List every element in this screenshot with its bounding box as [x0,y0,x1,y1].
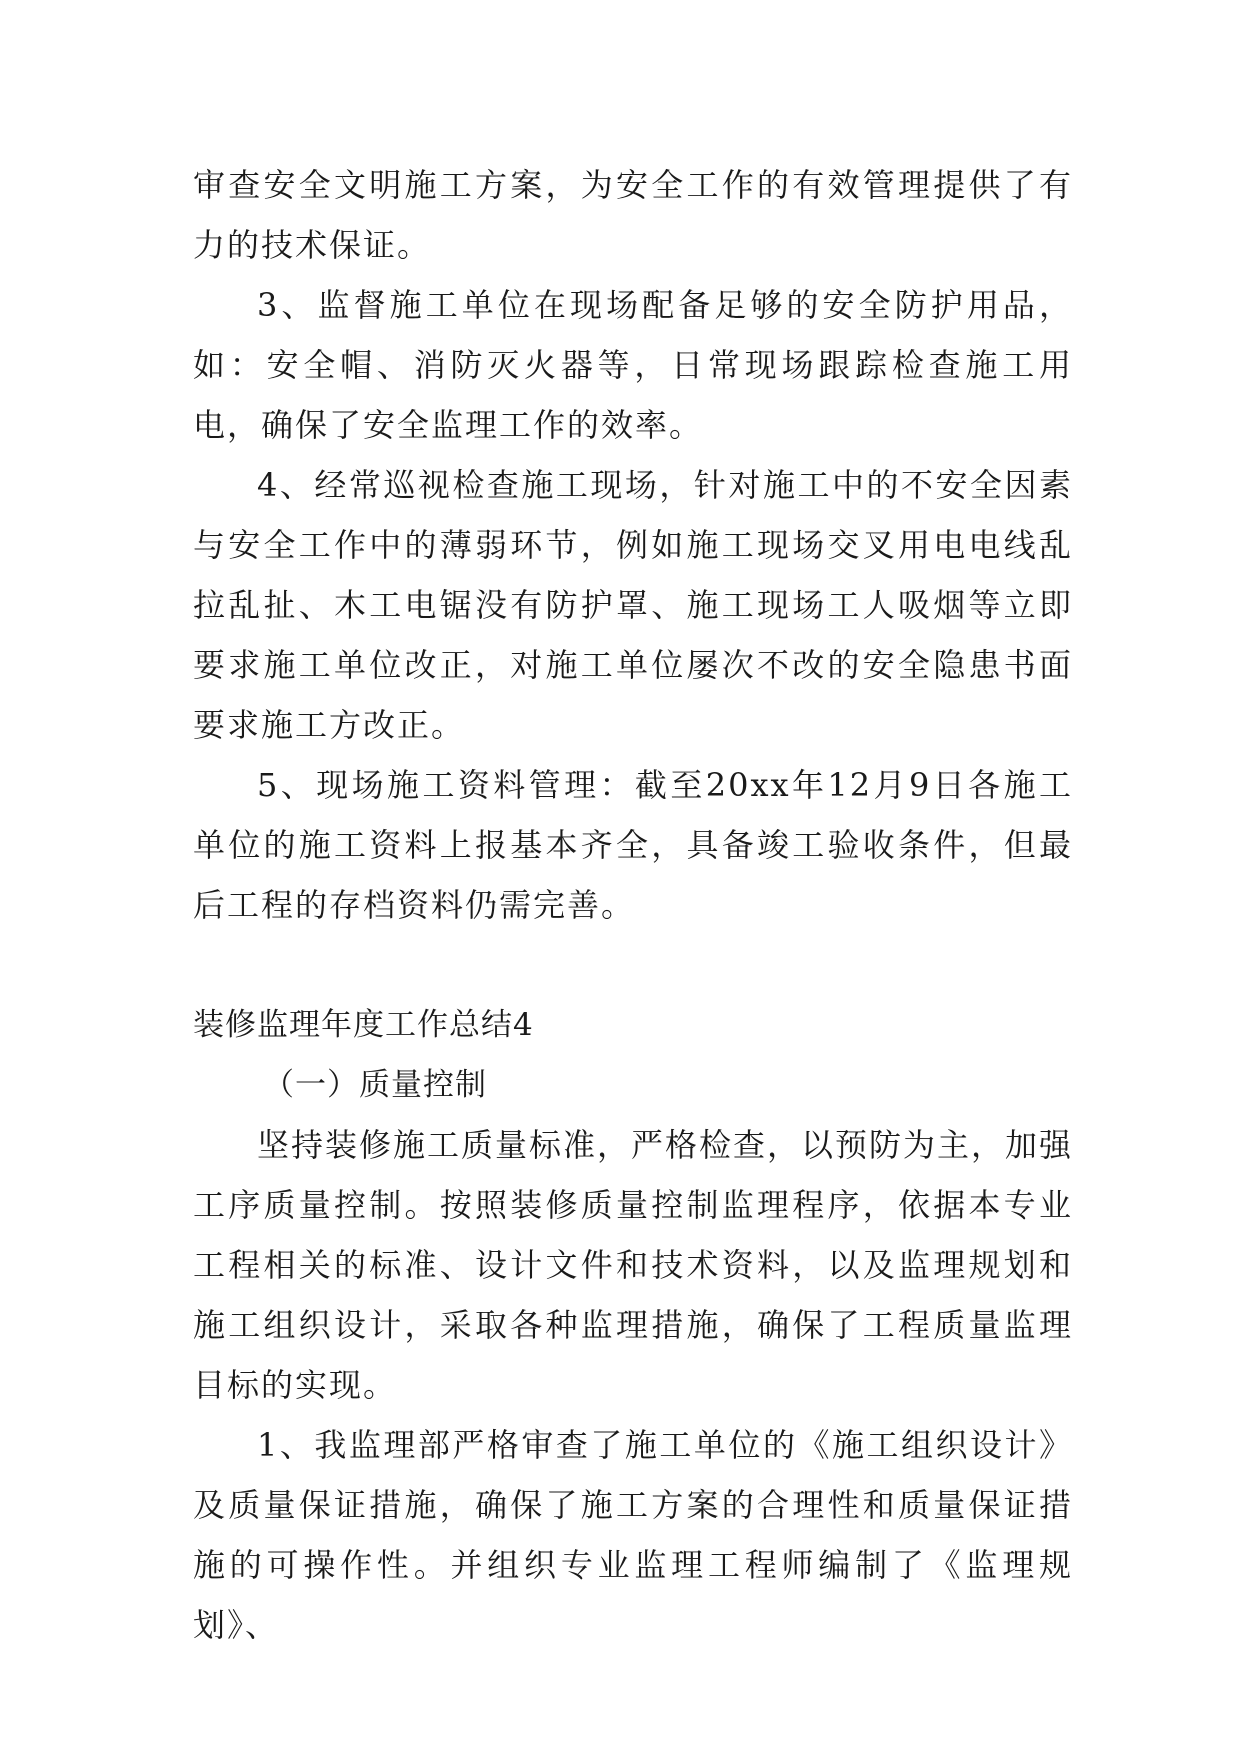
paragraph-quality-standards: 坚持装修施工质量标准，严格检查，以预防为主，加强工序质量控制。按照装修质量控制监理程序，依据本专业工程相关的标准、设计文件和技术资料，以及监理规划和施工组织设计，采取各种监理措施，确保了工程质量监理目标的实现。 [193,1126,1074,1404]
paragraph-item-1-construction-plan-review: 1、我监理部严格审查了施工单位的《施工组织设计》及质量保证措施，确保了施工方案的合理性和质量保证措施的可操作性。并组织专业监理工程师编制了《监理规划》、 [193,1426,1073,1644]
paragraph-item-5-site-records: 5、现场施工资料管理：截至20xx年12月9日各施工单位的施工资料上报基本齐全，具备竣工验收条件，但最后工程的存档资料仍需完善。 [193,766,1073,924]
section-subtitle: （一）质量控制 [263,1067,487,1103]
paragraph-safety-plan-review: 审查安全文明施工方案，为安全工作的有效管理提供了有力的技术保证。 [193,166,1073,264]
section-title: 装修监理年度工作总结4 [193,1007,534,1043]
paragraph-item-4-site-inspection: 4、经常巡视检查施工现场，针对施工中的不安全因素与安全工作中的薄弱环节，例如施工现场交叉用电电线乱拉乱扯、木工电锯没有防护罩、施工现场工人吸烟等立即要求施工单位改正，对施工单位屡次不改的安全隐患书面要求施工方改正。 [193,466,1073,744]
document-body [193,155,1073,1655]
paragraph-item-3-protective-equipment: 3、监督施工单位在现场配备足够的安全防护用品，如：安全帽、消防灭火器等，日常现场跟踪检查施工用电，确保了安全监理工作的效率。 [193,286,1073,444]
